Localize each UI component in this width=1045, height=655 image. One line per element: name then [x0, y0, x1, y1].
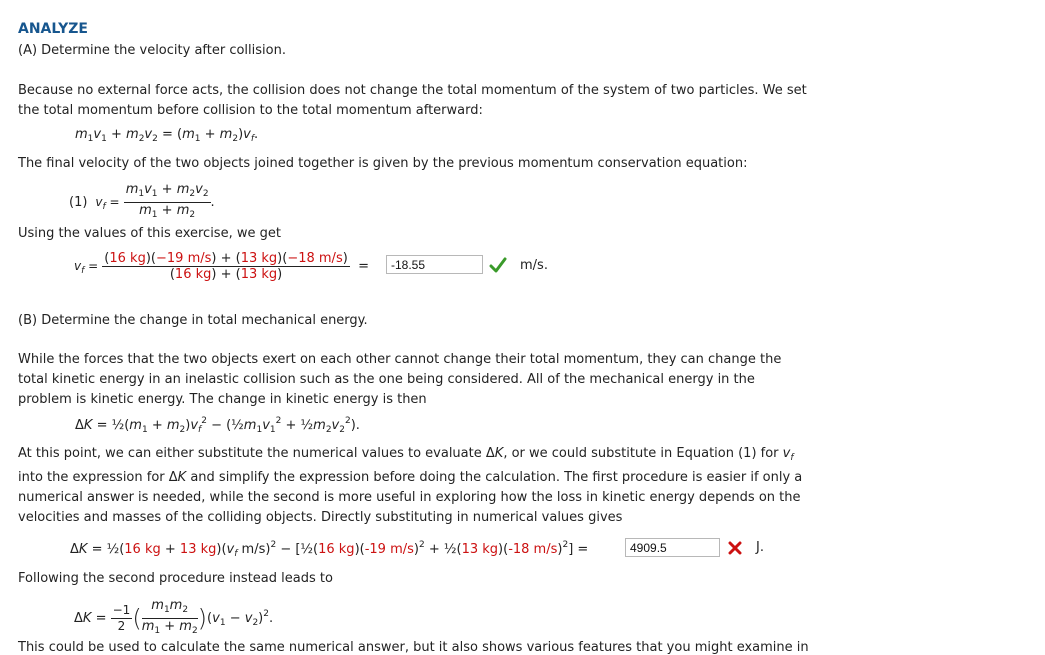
part-b-para1-line2: total kinetic energy in an inelastic collision such as the one being considered. All of the mechanical energy in the [18, 372, 755, 387]
part-b-para1-line1: While the forces that the two objects exert on each other cannot change their total momentum, they can change the [18, 352, 782, 367]
part-a-intro-line2: the total momentum before collision to the total momentum afterward: [18, 103, 483, 118]
section-heading: ANALYZE [18, 21, 88, 37]
equation-1: (1) $v_f$ = $\frac{m_1v_1 + m_2v_2}{m_1 + m_2}$ . [69, 182, 215, 223]
energy-answer-input[interactable]: 4909.5 [625, 538, 720, 557]
simplified-energy-formula: ΔK = $\frac{-1}{2}$ ( $\frac{m_1m_2}{m_1 + m_2}$ )$(v_1 - v_2)^2$. [74, 598, 274, 636]
final-velocity-text: The final velocity of the two objects joined together is given by the previous momentum conservation equation: [18, 156, 748, 171]
velocity-fraction: $\frac{(16 kg)(-19 m/s) + (13 kg)(-18 m/s)}{(16 kg) + (13 kg)}$ [104, 251, 348, 282]
equation-1-fraction: $\frac{m_1v_1 + m_2v_2}{m_1 + m_2}$ [125, 182, 209, 220]
energy-calculation: ΔK = ½(16 kg + 13 $kg)(v_f$ m/s)$^2$ − [½(16 kg)(-19 m/s)$^2$ + ½(13 kg)(-18 m/s)$^2$] = [70, 540, 589, 559]
part-a-title: (A) Determine the velocity after collision. [18, 43, 286, 58]
part-b-title: (B) Determine the change in total mechanical energy. [18, 313, 368, 328]
equation-1-label: (1) [69, 195, 88, 210]
part-b-para1-line3: problem is kinetic energy. The change in kinetic energy is then [18, 392, 427, 407]
second-procedure-text: Following the second procedure instead leads to [18, 571, 333, 586]
part-b-para2-line4: velocities and masses of the colliding objects. Directly substituting in numerical values gives [18, 510, 623, 525]
correct-check-icon [489, 257, 507, 273]
velocity-unit: m/s. [520, 258, 548, 273]
using-values-text: Using the values of this exercise, we get [18, 226, 281, 241]
part-b-para2-line2: into the expression for ΔK and simplify the expression before doing the calculation. The first procedure is easier if only a [18, 470, 803, 485]
energy-unit: J. [756, 540, 764, 555]
incorrect-x-icon [728, 541, 742, 555]
velocity-answer-input[interactable]: -18.55 [386, 255, 483, 274]
kinetic-energy-equation: $\Delta K = \frac{1}{2}(m_1 + m_2)v_f^2$ − ($\frac{1}{2}m_1v_1^2$ + $\frac{1}{2}m_2v_2^2$). [75, 416, 360, 435]
momentum-equation: $m_1v_1 + m_2v_2 = (m_1 + m_2)v_f$. [75, 127, 259, 144]
part-b-para2-line1: At this point, we can either substitute the numerical values to evaluate ΔK, or we could substitute in Equation (1) for $v_f$ [18, 446, 794, 463]
part-a-intro-line1: Because no external force acts, the collision does not change the total momentum of the system of two particles. We set [18, 83, 807, 98]
trailing-text: This could be used to calculate the same numerical answer, but it also shows various features that you might examine in [18, 640, 809, 655]
velocity-calculation: $v_f$ = $\frac{(16 kg)(-19 m/s) + (13 kg)(-18 m/s)}{(16 kg) + (13 kg)}$ = [74, 251, 369, 282]
part-b-para2-line3: numerical answer is needed, while the second is more useful in exploring how the loss in kinetic energy depends on the [18, 490, 801, 505]
